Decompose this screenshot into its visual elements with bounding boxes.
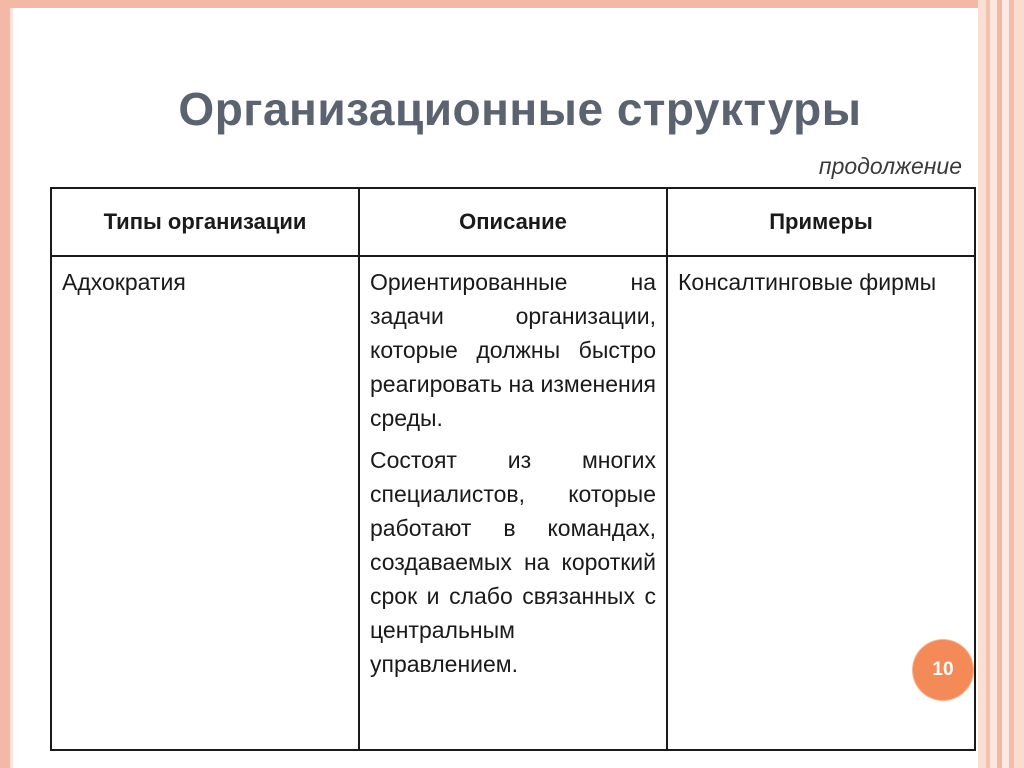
slide-frame-left	[0, 0, 10, 768]
slide-frame-left-inner	[10, 8, 13, 768]
cell-description	[359, 256, 667, 750]
cell-examples: Консалтинговые фирмы	[667, 256, 975, 750]
decorative-stripe	[978, 0, 986, 768]
slide-frame-top	[10, 0, 980, 8]
slide-subtitle: продолжение	[818, 153, 962, 179]
header-type: Типы организации	[51, 188, 359, 256]
decorative-stripe	[990, 0, 997, 768]
page-number-badge: 10	[913, 640, 973, 700]
header-examples: Примеры	[667, 188, 975, 256]
header-description: Описание	[359, 188, 667, 256]
description-paragraph: Состоят из многих специалистов, которые работают в командах, создаваемых на короткий срок и слабо связанных с центральным управлением.	[370, 447, 656, 677]
decorative-stripe	[1002, 0, 1009, 768]
slide-title: Организационные структуры	[178, 83, 862, 135]
table-header-row	[51, 188, 975, 256]
cell-type: Адхократия	[51, 256, 359, 750]
organization-types-table	[50, 187, 976, 751]
description-paragraph: Ориентированные на задачи организации, которые должны быстро реагировать на изменения среды.	[370, 269, 656, 431]
decorative-stripe	[1014, 0, 1024, 768]
table-row	[51, 256, 975, 750]
